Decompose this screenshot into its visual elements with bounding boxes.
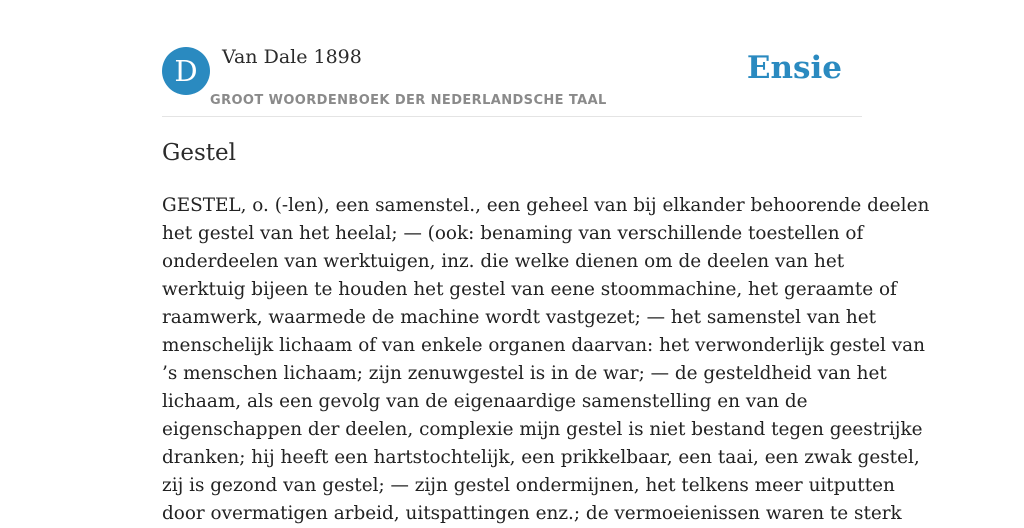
entry-title: Gestel bbox=[162, 140, 236, 166]
source-title[interactable]: Van Dale 1898 bbox=[222, 46, 362, 68]
source-subtitle: GROOT WOORDENBOEK DER NEDERLANDSCHE TAAL bbox=[210, 93, 607, 108]
dictionary-logo-badge[interactable]: D bbox=[162, 47, 210, 95]
definition-line: ’s menschen lichaam; zijn zenuwgestel is in de war; — de gesteldheid van het bbox=[162, 363, 887, 384]
definition-line: GESTEL, o. (-len), een samenstel., een geheel van bij elkander behoorende deelen bbox=[162, 195, 930, 216]
definition-line: lichaam, als een gevolg van de eigenaardige samenstelling en van de bbox=[162, 391, 808, 412]
definition-line: eigenschappen der deelen, complexie mijn gestel is niet bestand tegen geestrijke bbox=[162, 419, 923, 440]
definition-line: onderdeelen van werktuigen, inz. die welke dienen om de deelen van het bbox=[162, 251, 845, 272]
definition-line: door overmatigen arbeid, uitspattingen enz.; de vermoeienissen waren te sterk bbox=[162, 503, 902, 524]
ensie-logo[interactable]: Ensie bbox=[746, 50, 842, 86]
definition-line: werktuig bijeen te houden het gestel van eene stoommachine, het geraamte of bbox=[162, 279, 897, 300]
entry-definition bbox=[162, 192, 930, 528]
definition-line: zij is gezond van gestel; — zijn gestel ondermijnen, het telkens meer uitputten bbox=[162, 475, 895, 496]
definition-line: het gestel van het heelal; — (ook: benaming van verschillende toestellen of bbox=[162, 223, 864, 244]
site-header bbox=[162, 44, 862, 117]
definition-line: raamwerk, waarmede de machine wordt vastgezet; — het samenstel van het bbox=[162, 307, 877, 328]
definition-line: menschelijk lichaam of van enkele organen daarvan: het verwonderlijk gestel van bbox=[162, 335, 925, 356]
definition-line: dranken; hij heeft een hartstochtelijk, een prikkelbaar, een taai, een zwak gestel, bbox=[162, 447, 920, 468]
